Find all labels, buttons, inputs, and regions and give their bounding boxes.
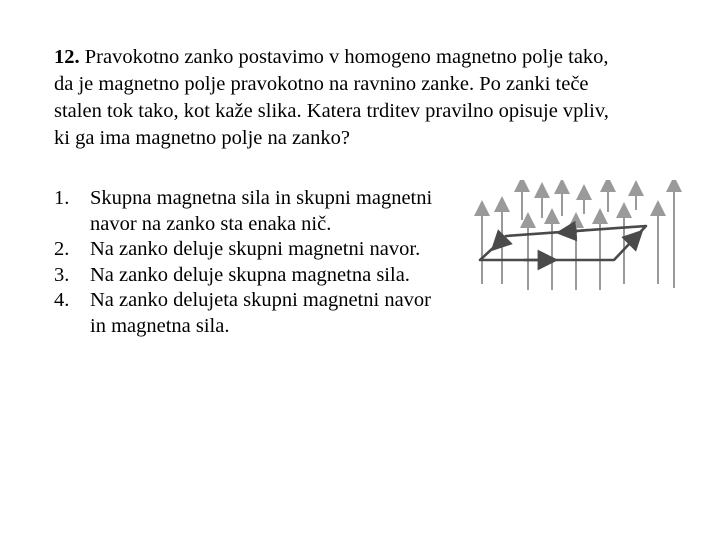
question-line-1-text: Pravokotno zanko postavimo v homogeno magnetno polje tako, [84, 46, 609, 68]
answer-list [54, 186, 474, 339]
loop-in-field-figure [468, 180, 688, 300]
loop-outline [480, 226, 646, 260]
answer-option-3[interactable] [54, 263, 474, 289]
current-arrow-left-edge [498, 242, 500, 244]
answer-text: navor na zanko sta enaka nič. [90, 212, 332, 235]
question-line-1 [54, 44, 674, 71]
question-text [54, 44, 674, 152]
answer-option-2[interactable] [54, 237, 474, 263]
answer-option-4[interactable] [54, 288, 474, 339]
question-number: 12. [54, 46, 80, 68]
answer-text: Na zanko delujeta skupni magnetni navor [90, 289, 431, 311]
answer-number: 3. [54, 263, 70, 286]
answer-text: Skupna magnetna sila in skupni magnetni [90, 187, 433, 209]
current-arrow-right-edge [634, 237, 636, 239]
question-line-4: ki ga ima magnetno polje na zanko? [54, 127, 351, 149]
answer-number: 1. [54, 187, 70, 209]
answer-text: Na zanko deluje skupna magnetna sila. [90, 263, 410, 286]
question-line-2: da je magnetno polje pravokotno na ravnino zanke. Po zanki teče [54, 73, 589, 95]
answer-option-1[interactable] [54, 186, 474, 237]
answer-text: Na zanko deluje skupni magnetni navor. [90, 238, 421, 260]
question-line-3: stalen tok tako, kot kaže slika. Katera trditev pravilno opisuje vpliv, [54, 100, 609, 122]
answer-number: 2. [54, 238, 70, 260]
answer-text: in magnetna sila. [90, 314, 230, 337]
current-loop [480, 226, 646, 260]
answer-number: 4. [54, 289, 70, 311]
magnetic-field-arrows [482, 184, 674, 290]
